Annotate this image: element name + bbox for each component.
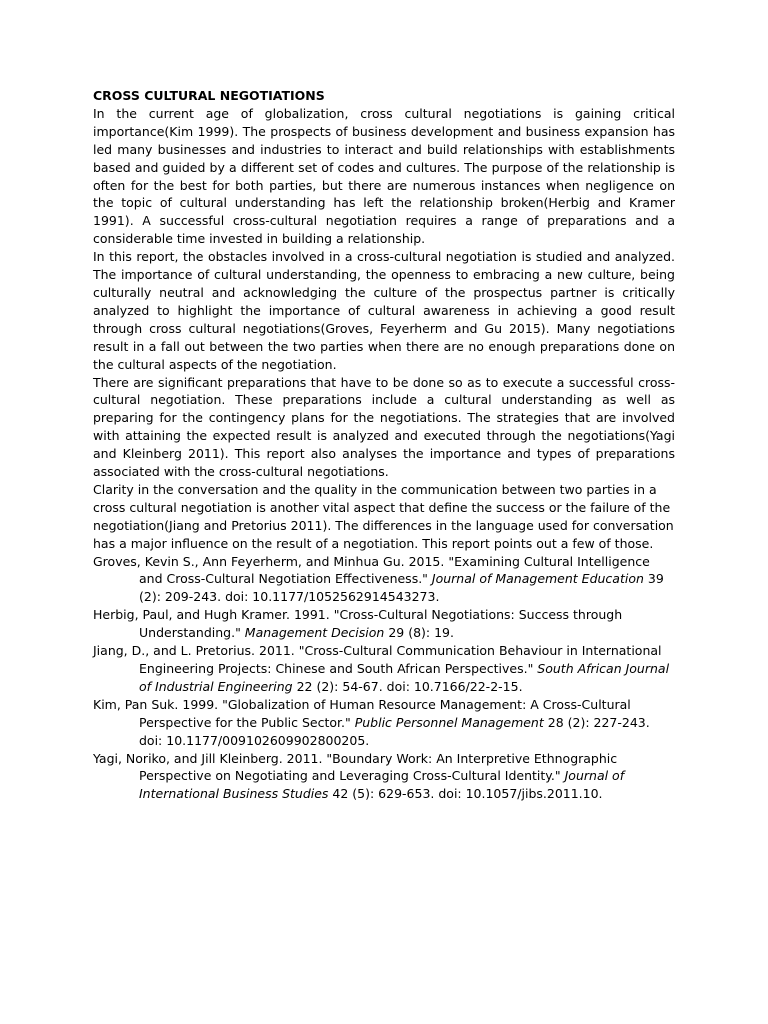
- reference-citation: Groves, Kevin S., Ann Feyerherm, and Minhua Gu. 2015. "Examining Cultural Intelligence and Cross-Cultural Negotiation Effectiveness.": [93, 553, 650, 587]
- reference-citation: Jiang, D., and L. Pretorius. 2011. "Cross-Cultural Communication Behaviour in International Engineering Projects: Chinese and South African Perspectives.": [93, 643, 662, 676]
- paragraph-intro: In the current age of globalization, cross cultural negotiations is gaining critical importance(Kim 1999). The prospects of business development and business expansion has led many businesses and industries to interact and build relationships with establishments based and guided by a different set of codes and cultures. The purpose of the relationship is often for the best for both parties, but there are numerous instances when negligence on the topic of cultural understanding has left the relationship broken(Herbig and Kramer 1991). A successful cross-cultural negotiation requires a range of preparations and a considerable time invested in building a relationship.: [93, 105, 675, 247]
- reference-item: [93, 642, 675, 696]
- reference-journal: Public Personnel Management: [354, 714, 544, 730]
- reference-journal: South African Journal of Industrial Engineering: [139, 661, 670, 694]
- reference-item: [93, 553, 675, 607]
- reference-citation: Yagi, Noriko, and Jill Kleinberg. 2011. "Boundary Work: An Interpretive Ethnographic Perspective on Negotiating and Leveraging Cross-Cultural Identity.": [93, 750, 618, 784]
- reference-details: 28 (2): 227-243. doi: 10.1177/009102609902800205.: [139, 714, 650, 748]
- reference-details: 39 (2): 209-243. doi: 10.1177/1052562914543273.: [139, 571, 664, 605]
- document-title: CROSS CULTURAL NEGOTIATIONS: [93, 88, 325, 103]
- reference-details: 22 (2): 54-67. doi: 10.7166/22-2-15.: [292, 678, 523, 694]
- reference-item: [93, 696, 675, 750]
- paragraph-obstacles: In this report, the obstacles involved in a cross-cultural negotiation is studied and analyzed. The importance of cultural understanding, the openness to embracing a new culture, being culturally neutral and acknowledging the culture of the prospectus partner is critically analyzed to highlight the importance of cultural awareness in achieving a good result through cross cultural negotiations(Groves, Feyerherm and Gu 2015). Many negotiations result in a fall out between the two parties when there are no enough preparations done on the cultural aspects of the negotiation.: [93, 249, 675, 372]
- document-body: [93, 87, 675, 803]
- reference-journal: Journal of International Business Studies: [139, 768, 625, 802]
- reference-item: [93, 606, 675, 642]
- reference-item: [93, 750, 675, 804]
- reference-details: 42 (5): 629-653. doi: 10.1057/jibs.2011.10.: [328, 786, 603, 802]
- paragraph-preparations: There are significant preparations that have to be done so as to execute a successful cross-cultural negotiation. These preparations include a cultural understanding as well as preparing for the contingency plans for the negotiations. The strategies that are involved with attaining the expected result is analyzed and executed through the negotiations(Yagi and Kleinberg 2011). This report also analyses the importance and types of preparations associated with the cross-cultural negotiations.: [93, 374, 675, 480]
- paragraph-clarity: Clarity in the conversation and the quality in the communication between two parties in a cross cultural negotiation is another vital aspect that define the success or the failure of the negotiation(Jiang and Pretorius 2011). The differences in the language used for conversation has a major influence on the result of a negotiation. This report points out a few of those.: [93, 481, 674, 551]
- reference-journal: Management Decision: [244, 625, 385, 641]
- reference-citation: Herbig, Paul, and Hugh Kramer. 1991. "Cross-Cultural Negotiations: Success through Understanding.": [93, 607, 623, 641]
- reference-journal: Journal of Management Education: [431, 571, 644, 587]
- reference-list: [93, 553, 675, 804]
- reference-details: 29 (8): 19.: [384, 625, 454, 641]
- reference-citation: Kim, Pan Suk. 1999. "Globalization of Human Resource Management: A Cross-Cultural Perspective for the Public Sector.": [93, 696, 631, 730]
